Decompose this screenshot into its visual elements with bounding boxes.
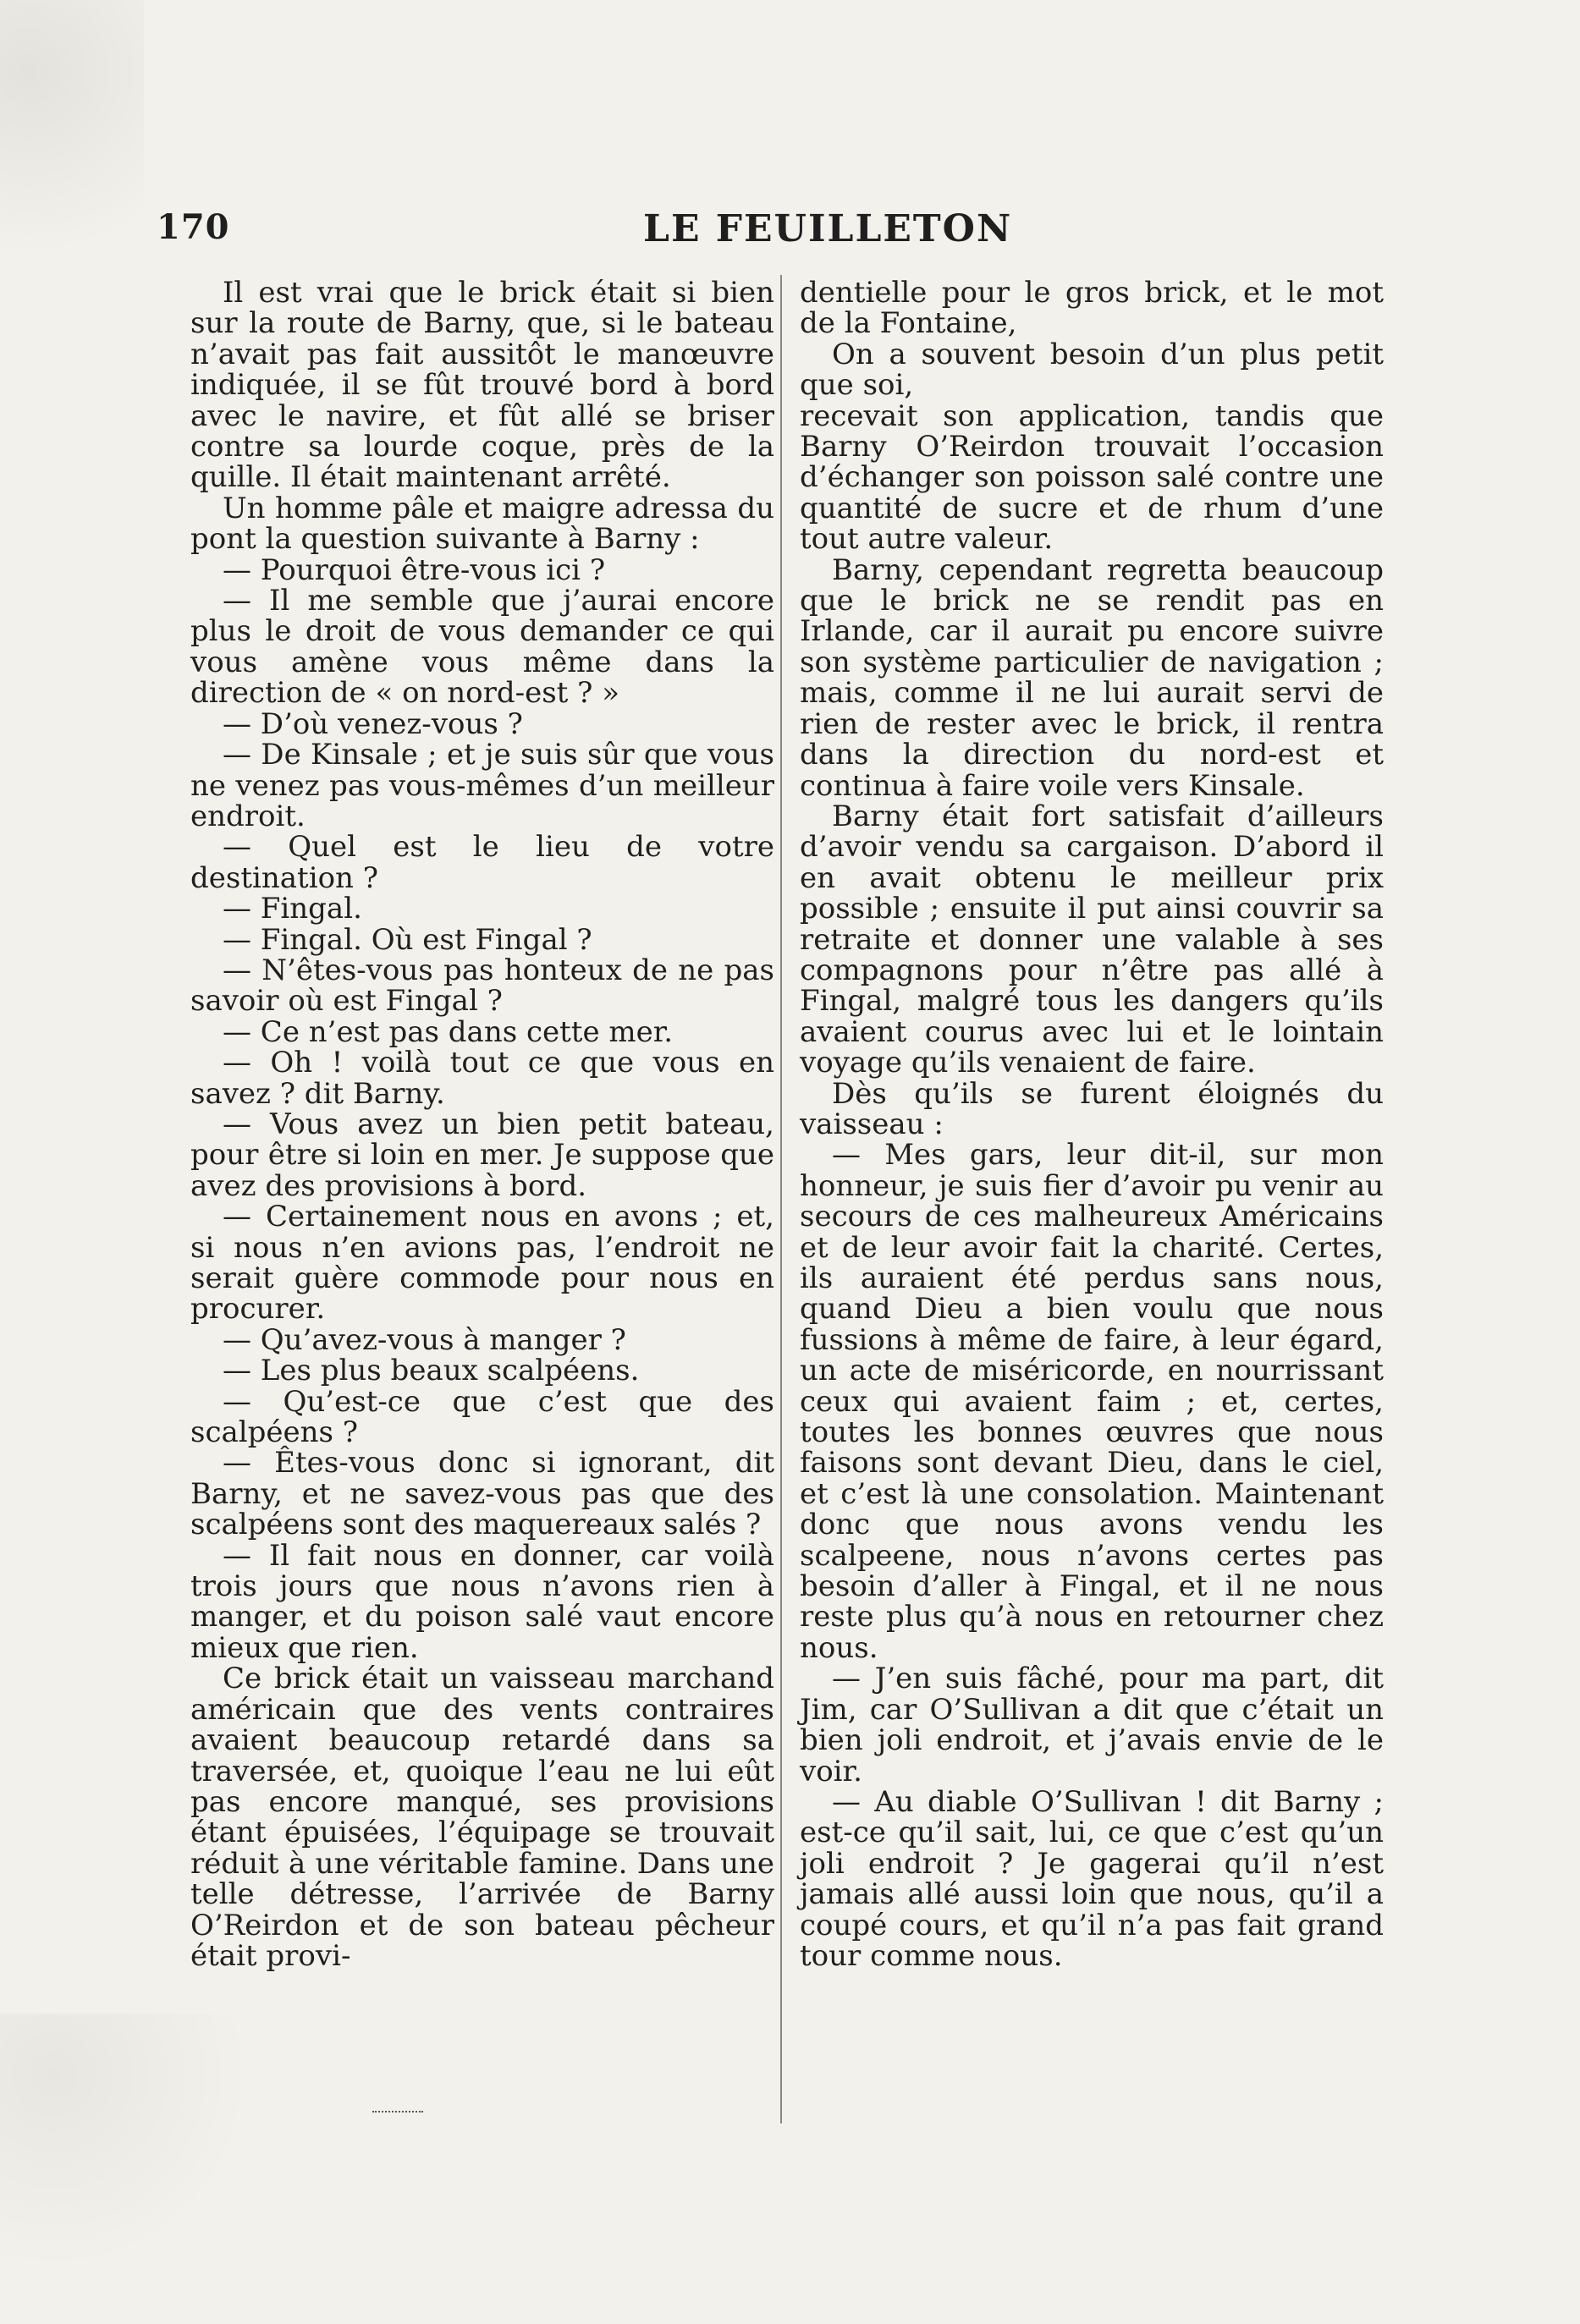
paragraph: — J’en suis fâché, pour ma part, dit Jim, car O’Sullivan a dit que c’était un bien joli endroit, et j’avais envie de le voir. [800, 1662, 1384, 1788]
paragraph: — Vous avez un bien petit bateau, pour être si loin en mer. Je suppose que avez des provisions à bord. [190, 1107, 774, 1203]
paragraph: Ce brick était un vaisseau marchand américain que des vents contraires avaient beaucoup retardé dans sa traversée, et, quoique l’eau ne lui eût pas encore manqué, ses provisions étant épuisées, l’équipage se trouvait réduit à une véritable famine. Dans une telle détresse, l’arrivée de Barny O’Reirdon et de son bateau pêcheur était provi- [190, 1662, 774, 1973]
paragraph: — Qu’est-ce que c’est que des scalpéens ? [190, 1384, 774, 1450]
left-column [190, 277, 774, 1971]
footer-rule [372, 2111, 423, 2114]
paragraph: — Au diable O’Sullivan ! dit Barny ; est-ce qu’il sait, lui, ce que c’est qu’un joli endroit ? Je gagerai qu’il n’est jamais allé aussi loin que nous, qu’il a coupé cours, et qu’il n’a pas fait grand tour comme nous. [800, 1784, 1384, 1973]
quotation-line: On a souvent besoin d’un plus petit que soi, [800, 337, 1384, 403]
paragraph: — N’êtes-vous pas honteux de ne pas savoir où est Fingal ? [190, 953, 774, 1019]
paragraph: — Certainement nous en avons ; et, si nous n’en avions pas, l’endroit ne serait guère commode pour nous en procurer. [190, 1200, 774, 1327]
paragraph: — Qu’avez-vous à manger ? [223, 1322, 626, 1357]
scan-noise-top [0, 0, 144, 355]
paragraph: — Pourquoi être-vous ici ? [223, 552, 606, 587]
paragraph: Barny était fort satisfait d’ailleurs d’avoir vendu sa cargaison. D’abord il en avait obtenu le meilleur prix possible ; ensuite il put ainsi couvrir sa retraite et donner une valable à ses compagnons pour n’être pas allé à Fingal, malgré tous les dangers qu’ils avaient courus avec lui et le lointain voyage qu’ils venaient de faire. [800, 799, 1384, 1080]
paragraph: Barny, cependant regretta beaucoup que le brick ne se rendit pas en Irlande, car il aurait pu encore suivre son système particulier de navigation ; mais, comme il ne lui aurait servi de rien de rester avec le brick, il rentra dans la direction du nord-est et continua à faire voile vers Kinsale. [800, 552, 1384, 803]
page-header [157, 207, 1405, 266]
paragraph: — De Kinsale ; et je suis sûr que vous ne venez pas vous-mêmes d’un meilleur endroit. [190, 738, 774, 833]
paragraph: — Mes gars, leur dit-il, sur mon honneur, je suis fier d’avoir pu venir au secours de ces malheureux Américains et de leur avoir fait la charité. Certes, ils auraient été perdus sans nous, quand Dieu a bien voulu que nous fussions à même de faire, à leur égard, un acte de miséricorde, en nourrissant ceux qui avaient faim ; et, certes, toutes les bonnes œuvres que nous faisons sont devant Dieu, dans le ciel, et c’est là une consolation. Maintenant donc que nous avons vendu les scalpeene, nous n’avons certes pas besoin d’aller à Fingal, et il ne nous reste plus qu’à nous en retourner chez nous. [800, 1138, 1384, 1665]
page-number: 170 [157, 207, 230, 247]
paragraph: Un homme pâle et maigre adressa du pont la question suivante à Barny : [190, 491, 774, 557]
running-title: LE FEUILLETON [643, 207, 1013, 250]
paragraph: — Fingal. [223, 892, 362, 926]
paragraph: — Êtes-vous donc si ignorant, dit Barny, et ne savez-vous pas que des scalpéens sont des maquereaux salés ? [190, 1446, 774, 1542]
paragraph: Dès qu’ils se furent éloignés du vaisseau : [800, 1076, 1384, 1141]
paragraph: recevait son application, tandis que Barny O’Reirdon trouvait l’occasion d’échanger son poisson salé contre une quantité de sucre et de rhum d’une tout autre valeur. [800, 398, 1384, 557]
paragraph: — Oh ! voilà tout ce que vous en savez ? dit Barny. [190, 1046, 774, 1111]
paragraph: dentielle pour le gros brick, et le mot de la Fontaine, [800, 276, 1384, 341]
paragraph: — Les plus beaux scalpéens. [223, 1354, 640, 1388]
paragraph: — Il me semble que j’aurai encore plus le droit de vous demander ce qui vous amène vous même dans la direction de « on nord-est ? » [190, 584, 774, 711]
paragraph: — Il fait nous en donner, car voilà trois jours que nous n’avons rien à manger, et du poison salé vaut encore mieux que rien. [190, 1538, 774, 1665]
paragraph: — D’où venez-vous ? [223, 706, 523, 741]
scan-noise-bottom [0, 2014, 271, 2318]
paragraph: Il est vrai que le brick était si bien sur la route de Barny, que, si le bateau n’avait pas fait aussitôt le manœuvre indiquée, il se fût trouvé bord à bord avec le navire, et fût allé se briser contre sa lourde coque, près de la quille. Il était maintenant arrêté. [190, 276, 774, 495]
column-divider [780, 275, 782, 2123]
paragraph: — Fingal. Où est Fingal ? [223, 922, 592, 957]
right-column [800, 277, 1384, 1971]
paragraph: — Ce n’est pas dans cette mer. [223, 1014, 674, 1049]
paragraph: — Quel est le lieu de votre destination ? [190, 830, 774, 895]
